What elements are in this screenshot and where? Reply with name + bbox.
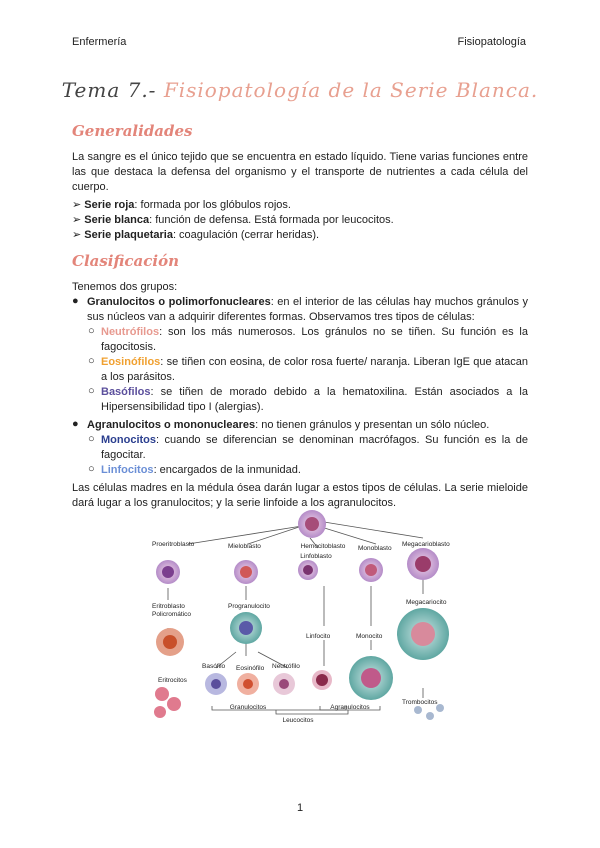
cell-trombocito	[414, 706, 422, 714]
cell-eritrocito	[167, 697, 181, 711]
label-agranulocitos: Agranulocitos	[330, 704, 370, 711]
label-linfocito: Linfocito	[306, 633, 331, 640]
nucleus-monocito	[361, 668, 381, 688]
label-mieloblasto: Mieloblasto	[228, 543, 261, 550]
circle-bullet: ○	[88, 463, 95, 475]
header-left: Enfermería	[72, 36, 127, 48]
label-proeritroblasto: Proeritroblasto	[152, 541, 195, 548]
label-eosinofilo: Eosinófilo	[236, 665, 265, 672]
nucleus-megacariocito	[411, 622, 435, 646]
cell-eritrocito	[155, 687, 169, 701]
list-item-eosinofilos: Eosinófilos: se tiñen con eosina, de color rosa fuerte/ naranja. Liberan IgE que atacan a los parásitos.	[101, 356, 528, 383]
label-trombocitos: Trombocitos	[402, 699, 438, 706]
heading-clasificacion: Clasificación	[72, 252, 179, 270]
nucleus-progranulocito	[239, 621, 253, 635]
label-progranulocito: Progranulocito	[228, 603, 270, 610]
list-item-neutrofilos: Neutrófilos: son los más numerosos. Los gránulos no se tiñen. Su función es la fagocitosis.	[101, 326, 528, 353]
label-basofilo: Basófilo	[202, 663, 226, 670]
cell-eritrocito	[154, 706, 166, 718]
list-item-serie-blanca: ➢ Serie blanca: función de defensa. Está formada por leucocitos.	[72, 214, 394, 226]
list-item-linfocitos: Linfocitos: encargados de la inmunidad.	[101, 464, 301, 476]
label-neutrofilo: Neutrófilo	[272, 663, 300, 670]
title-prefix: Tema 7.-	[61, 78, 164, 102]
label-hemocitoblasto: Hemocitoblasto	[300, 543, 346, 550]
label-megacarioblasto: Megacarioblasto	[402, 541, 450, 548]
list-item-agranulocitos: Agranulocitos o mononucleares: no tienen gránulos y presentan un sólo núcleo.	[87, 419, 490, 431]
nucleus-megacarioblasto	[415, 556, 431, 572]
page-title	[0, 78, 600, 102]
hematopoiesis-diagram	[148, 508, 458, 724]
paragraph-grupos: Tenemos dos grupos:	[72, 281, 178, 293]
label-eritrocitos: Eritrocitos	[158, 677, 187, 684]
nucleus-basofilo	[211, 679, 221, 689]
title-main: Fisiopatología de la Serie Blanca.	[163, 78, 539, 102]
label-granulocitos: Granulocitos	[229, 704, 267, 711]
nucleus-linfoblasto	[303, 565, 313, 575]
heading-generalidades: Generalidades	[72, 122, 193, 140]
list-item-monocitos: Monocitos: cuando se diferencian se denominan macrófagos. Su función es la de fagocitar.	[101, 434, 528, 461]
label-megacariocito: Megacariocito	[406, 599, 447, 606]
nucleus-hemocitoblasto	[305, 517, 319, 531]
label-linfoblasto: Linfoblasto	[300, 553, 332, 560]
label-policromatico: Policromático	[152, 611, 192, 618]
nucleus-linfocito	[316, 674, 328, 686]
circle-bullet: ○	[88, 433, 95, 445]
list-item-serie-roja: ➢ Serie roja: formada por los glóbulos rojos.	[72, 199, 291, 211]
nucleus-proeritroblasto	[162, 566, 174, 578]
cell-trombocito	[426, 712, 434, 720]
label-eritroblasto: Eritroblasto	[152, 603, 185, 610]
paragraph-intro: La sangre es el único tejido que se encuentra en estado líquido. Tiene varias funciones entre las que destaca la defensa del organismo y el transporte de nutrientes a cada célula del cuerpo.	[72, 151, 528, 193]
nucleus-neutrofilo	[279, 679, 289, 689]
bullet-dot: ●	[72, 418, 79, 430]
nucleus-mieloblasto	[240, 566, 252, 578]
list-item-basofilos: Basófilos: se tiñen de morado debido a la hematoxilina. Están asociados a la Hipersensibilidad tipo I (alergias).	[101, 386, 528, 413]
circle-bullet: ○	[88, 355, 95, 367]
circle-bullet: ○	[88, 385, 95, 397]
header-right: Fisiopatología	[457, 36, 526, 48]
page-number: 1	[296, 802, 304, 814]
label-leucocitos: Leucocitos	[282, 717, 314, 724]
nucleus-eosinofilo	[243, 679, 253, 689]
paragraph-closing: Las células madres en la médula ósea darán lugar a estos tipos de células. La serie mieloide dará lugar a los granulocitos; y la serie linfoide a los agranulocitos.	[72, 482, 528, 509]
list-item-serie-plaquetaria: ➢ Serie plaquetaria: coagulación (cerrar heridas).	[72, 229, 320, 241]
label-monoblasto: Monoblasto	[358, 545, 392, 552]
nucleus-monoblasto	[365, 564, 377, 576]
list-item-granulocitos: Granulocitos o polimorfonucleares: en el interior de las células hay muchos gránulos y sus núcleos van a adquirir diferentes formas. Observamos tres tipos de células:	[87, 296, 528, 323]
label-monocito: Monocito	[356, 633, 383, 640]
bullet-dot: ●	[72, 295, 79, 307]
circle-bullet: ○	[88, 325, 95, 337]
nucleus-eritroblasto	[163, 635, 177, 649]
